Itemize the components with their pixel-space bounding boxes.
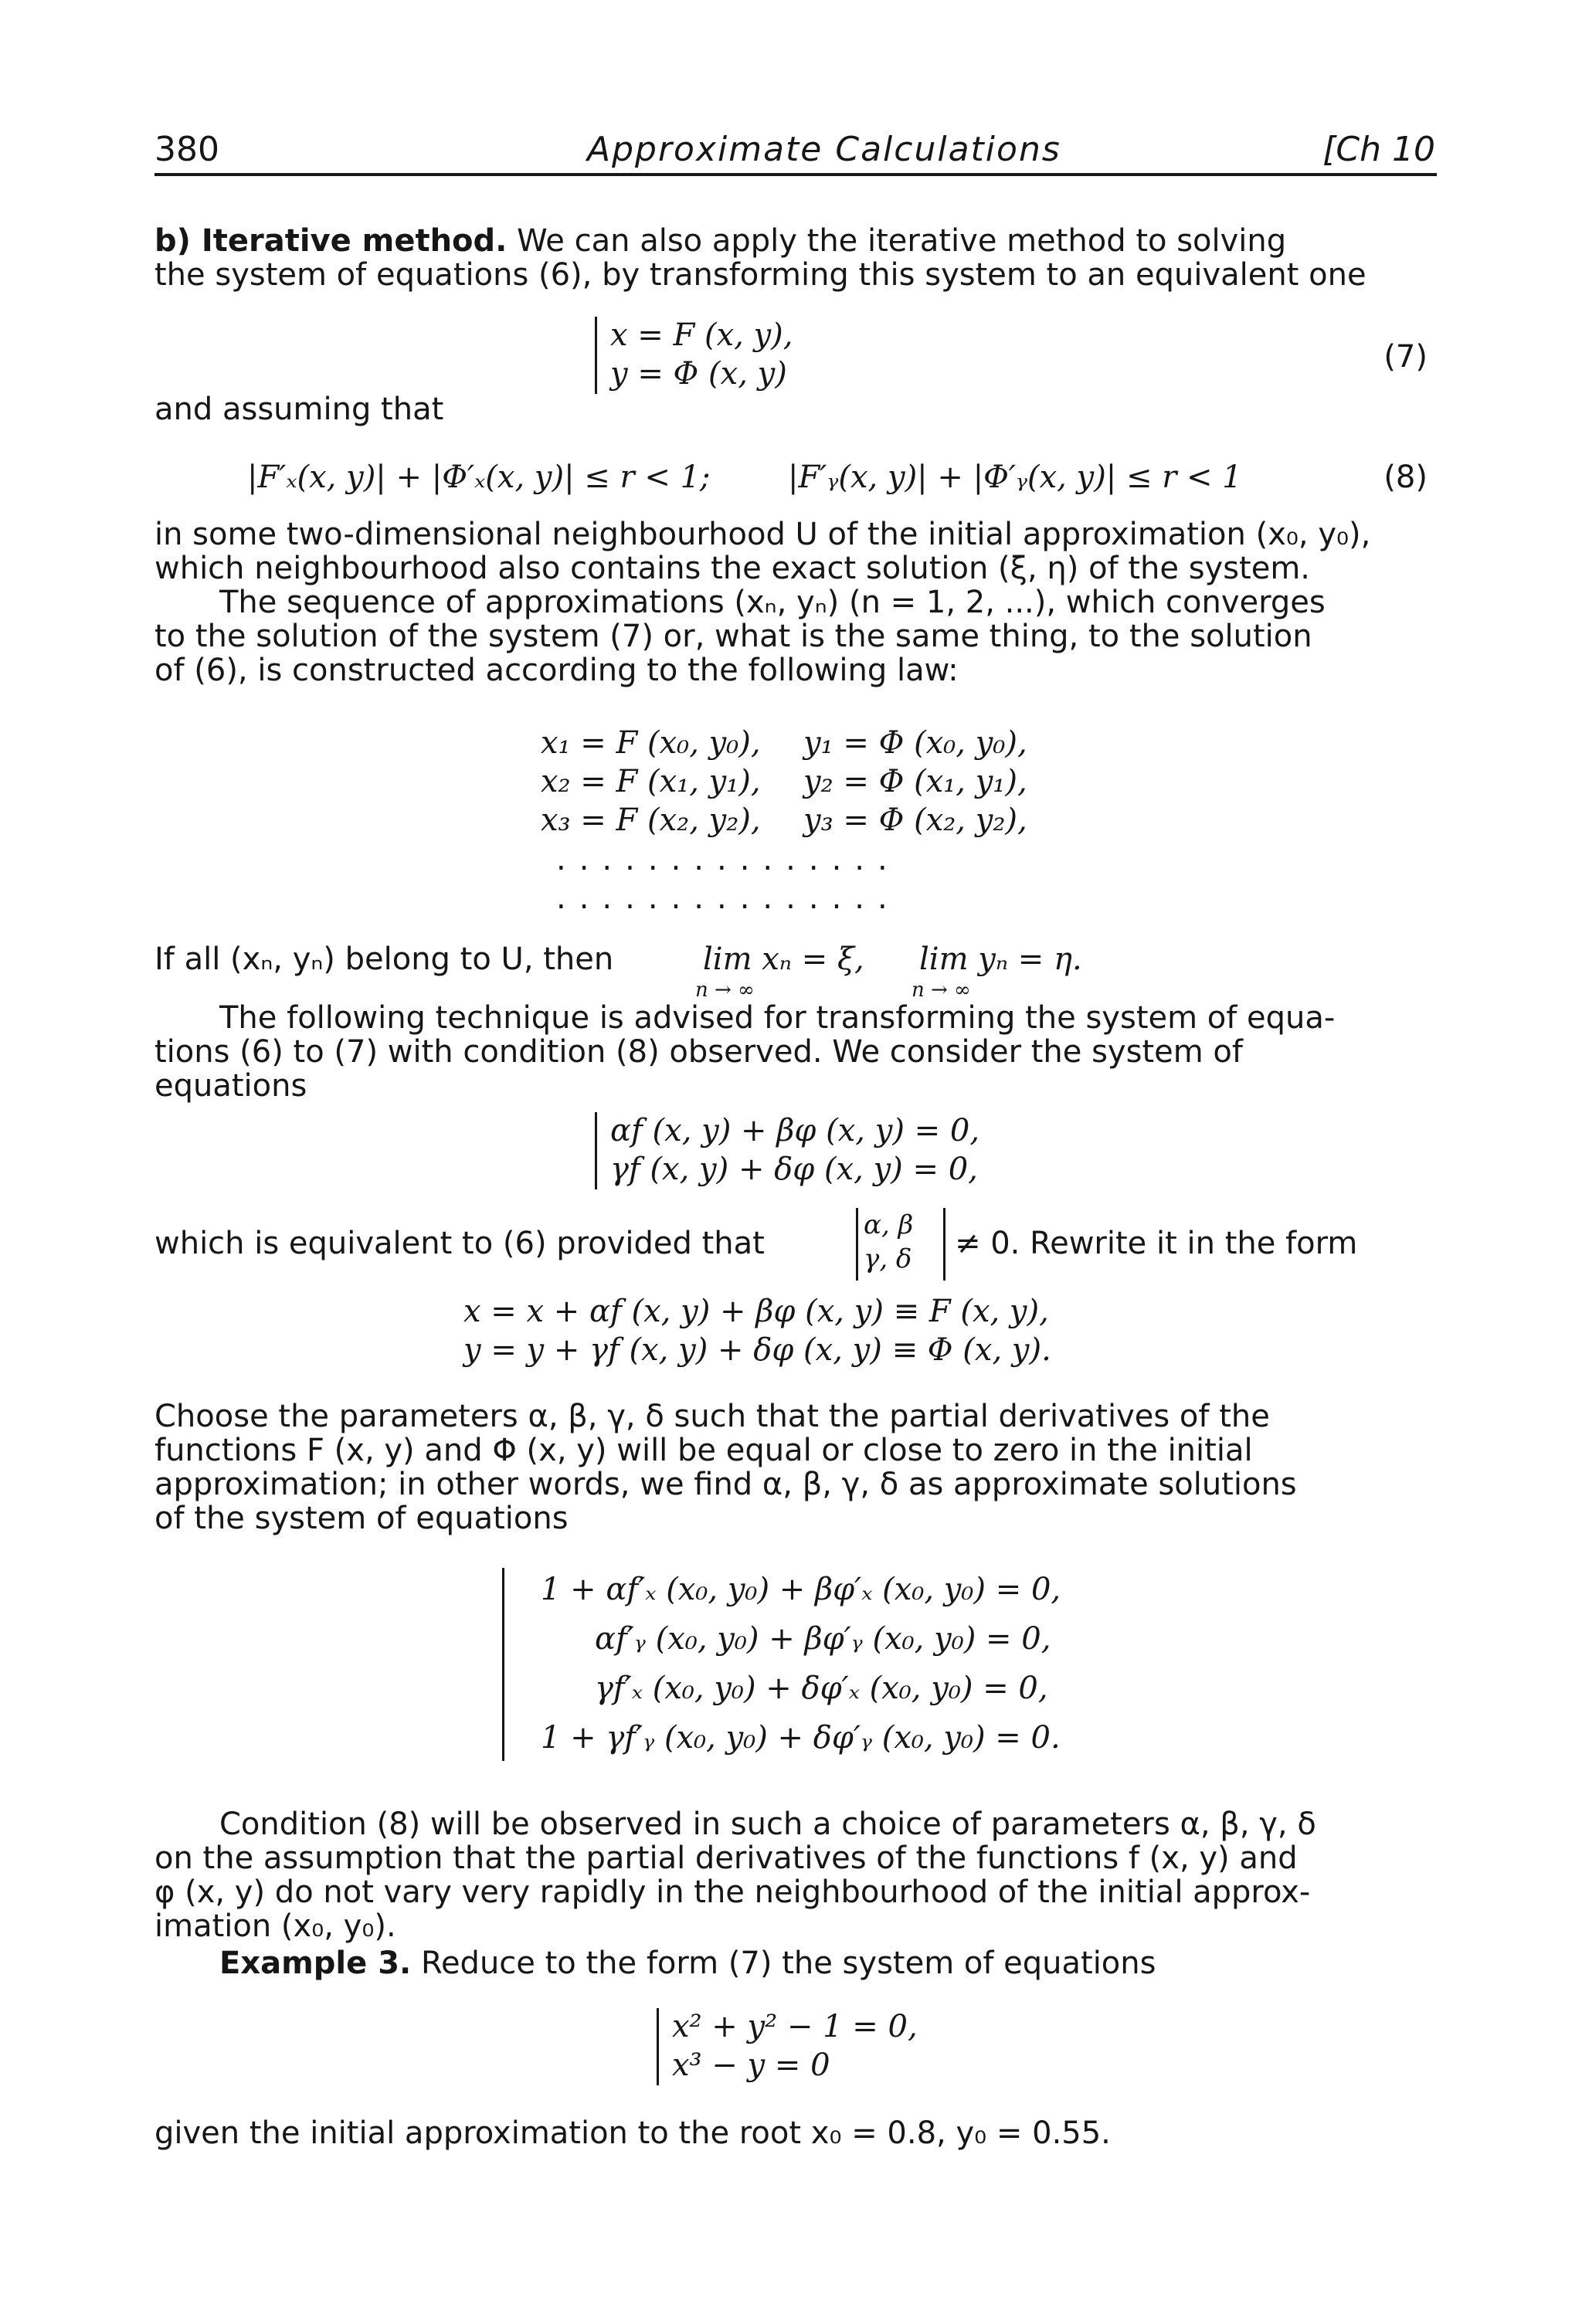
iterate-x3: x₃ = F (x₂, y₂), bbox=[541, 802, 761, 838]
choose-line3: approximation; in other words, we find α, β, γ, δ as approximate solutions bbox=[154, 1467, 1297, 1502]
limit-x: lim xₙ = ξ, bbox=[703, 941, 864, 977]
alpha-system-brace bbox=[595, 1112, 597, 1189]
technique-paragraph bbox=[154, 1001, 1437, 1103]
limits-text: If all (xₙ, yₙ) belong to U, then bbox=[154, 941, 614, 977]
alpha-eq1: αf (x, y) + βφ (x, y) = 0, bbox=[610, 1113, 980, 1148]
limit-y-sub: n → ∞ bbox=[912, 979, 971, 1002]
condition8-part1: |F′ₓ(x, y)| + |Φ′ₓ(x, y)| ≤ r < 1; bbox=[247, 460, 711, 495]
condition8-part2: |F′ᵧ(x, y)| + |Φ′ᵧ(x, y)| ≤ r < 1 bbox=[788, 460, 1242, 495]
example-eq2: x³ − y = 0 bbox=[672, 2047, 830, 2083]
example-system-brace bbox=[657, 2008, 659, 2085]
param-eq3: γf′ₓ (x₀, y₀) + δφ′ₓ (x₀, y₀) = 0, bbox=[595, 1671, 1048, 1706]
intro-line2: the system of equations (6), by transforming this system to an equivalent one bbox=[154, 257, 1366, 293]
example-paragraph bbox=[154, 1946, 1437, 1980]
neigh-line3: The sequence of approximations (xₙ, yₙ) (n = 1, 2, ...), which converges bbox=[219, 585, 1326, 620]
neigh-line5: of (6), is constructed according to the following law: bbox=[154, 653, 959, 688]
iterate-x2: x₂ = F (x₁, y₁), bbox=[541, 764, 761, 799]
param-eq4: 1 + γf′ᵧ (x₀, y₀) + δφ′ᵧ (x₀, y₀) = 0. bbox=[541, 1720, 1061, 1756]
example-final-line: given the initial approximation to the root x₀ = 0.8, y₀ = 0.55. bbox=[154, 2115, 1111, 2151]
neigh-line2: which neighbourhood also contains the exact solution (ξ, η) of the system. bbox=[154, 551, 1311, 586]
neigh-line4: to the solution of the system (7) or, what is the same thing, to the solution bbox=[154, 619, 1312, 654]
system7-brace bbox=[595, 317, 597, 394]
system7-eq2: y = Φ (x, y) bbox=[610, 356, 787, 392]
param-eq1: 1 + αf′ₓ (x₀, y₀) + βφ′ₓ (x₀, y₀) = 0, bbox=[541, 1572, 1061, 1607]
eq-label-8: (8) bbox=[1383, 460, 1428, 495]
tech-line1: The following technique is advised for transforming the system of equa- bbox=[219, 1000, 1336, 1036]
cond-line4: imation (x₀, y₀). bbox=[154, 1908, 396, 1944]
intro-paragraph bbox=[154, 224, 1437, 292]
ellipsis-row-1: ............... bbox=[556, 842, 901, 877]
choose-line4: of the system of equations bbox=[154, 1501, 569, 1536]
neigh-line1: in some two-dimensional neighbourhood U of the initial approximation (x₀, y₀), bbox=[154, 517, 1371, 552]
cond-line2: on the assumption that the partial derivatives of the functions f (x, y) and bbox=[154, 1841, 1298, 1876]
neighbourhood-paragraph bbox=[154, 517, 1437, 687]
iterate-y2: y₂ = Φ (x₁, y₁), bbox=[803, 764, 1027, 799]
iterate-y3: y₃ = Φ (x₂, y₂), bbox=[803, 802, 1027, 838]
choose-line2: functions F (x, y) and Φ (x, y) will be equal or close to zero in the initial bbox=[154, 1433, 1253, 1468]
iterate-x1: x₁ = F (x₀, y₀), bbox=[541, 725, 761, 761]
limit-x-sub: n → ∞ bbox=[695, 979, 755, 1002]
det-top-row: α, β bbox=[864, 1209, 914, 1240]
page-number: 380 bbox=[154, 130, 219, 169]
param-eq2: αf′ᵧ (x₀, y₀) + βφ′ᵧ (x₀, y₀) = 0, bbox=[595, 1621, 1051, 1657]
assuming-line: and assuming that bbox=[154, 392, 444, 427]
example-eq1: x² + y² − 1 = 0, bbox=[672, 2009, 918, 2044]
tech-line2: tions (6) to (7) with condition (8) observed. We consider the system of bbox=[154, 1034, 1243, 1070]
example-label: Example 3. bbox=[219, 1946, 412, 1981]
system7-eq1: x = F (x, y), bbox=[610, 317, 793, 353]
rewrite-eq1: x = x + αf (x, y) + βφ (x, y) ≡ F (x, y), bbox=[463, 1294, 1049, 1329]
tech-line3: equations bbox=[154, 1068, 307, 1104]
eq-label-7: (7) bbox=[1383, 339, 1428, 375]
chapter-marker: [Ch 10 bbox=[1322, 130, 1435, 169]
alpha-eq2: γf (x, y) + δφ (x, y) = 0, bbox=[610, 1152, 978, 1187]
header-rule bbox=[154, 173, 1437, 176]
intro-line1: We can also apply the iterative method to solving bbox=[507, 223, 1287, 259]
choose-line1: Choose the parameters α, β, γ, δ such that the partial derivatives of the bbox=[154, 1399, 1270, 1434]
running-title: Approximate Calculations bbox=[587, 130, 1061, 169]
choose-paragraph bbox=[154, 1399, 1437, 1535]
limit-y: lim yₙ = η. bbox=[919, 941, 1082, 977]
condition-paragraph bbox=[154, 1807, 1437, 1943]
rewrite-eq2: y = y + γf (x, y) + δφ (x, y) ≡ Φ (x, y). bbox=[463, 1332, 1051, 1368]
section-heading: b) Iterative method. bbox=[154, 223, 508, 259]
param-system-brace bbox=[502, 1568, 504, 1761]
det-bottom-row: γ, δ bbox=[864, 1243, 912, 1274]
iterate-y1: y₁ = Φ (x₀, y₀), bbox=[803, 725, 1027, 761]
equivalence-text: which is equivalent to (6) provided that bbox=[154, 1226, 765, 1261]
cond-line3: φ (x, y) do not vary very rapidly in the neighbourhood of the initial approx- bbox=[154, 1874, 1311, 1910]
equivalence-after: ≠ 0. Rewrite it in the form bbox=[955, 1226, 1358, 1261]
example-text: Reduce to the form (7) the system of equations bbox=[411, 1946, 1156, 1981]
ellipsis-row-2: ............... bbox=[556, 880, 901, 916]
cond-line1: Condition (8) will be observed in such a choice of parameters α, β, γ, δ bbox=[219, 1807, 1316, 1842]
